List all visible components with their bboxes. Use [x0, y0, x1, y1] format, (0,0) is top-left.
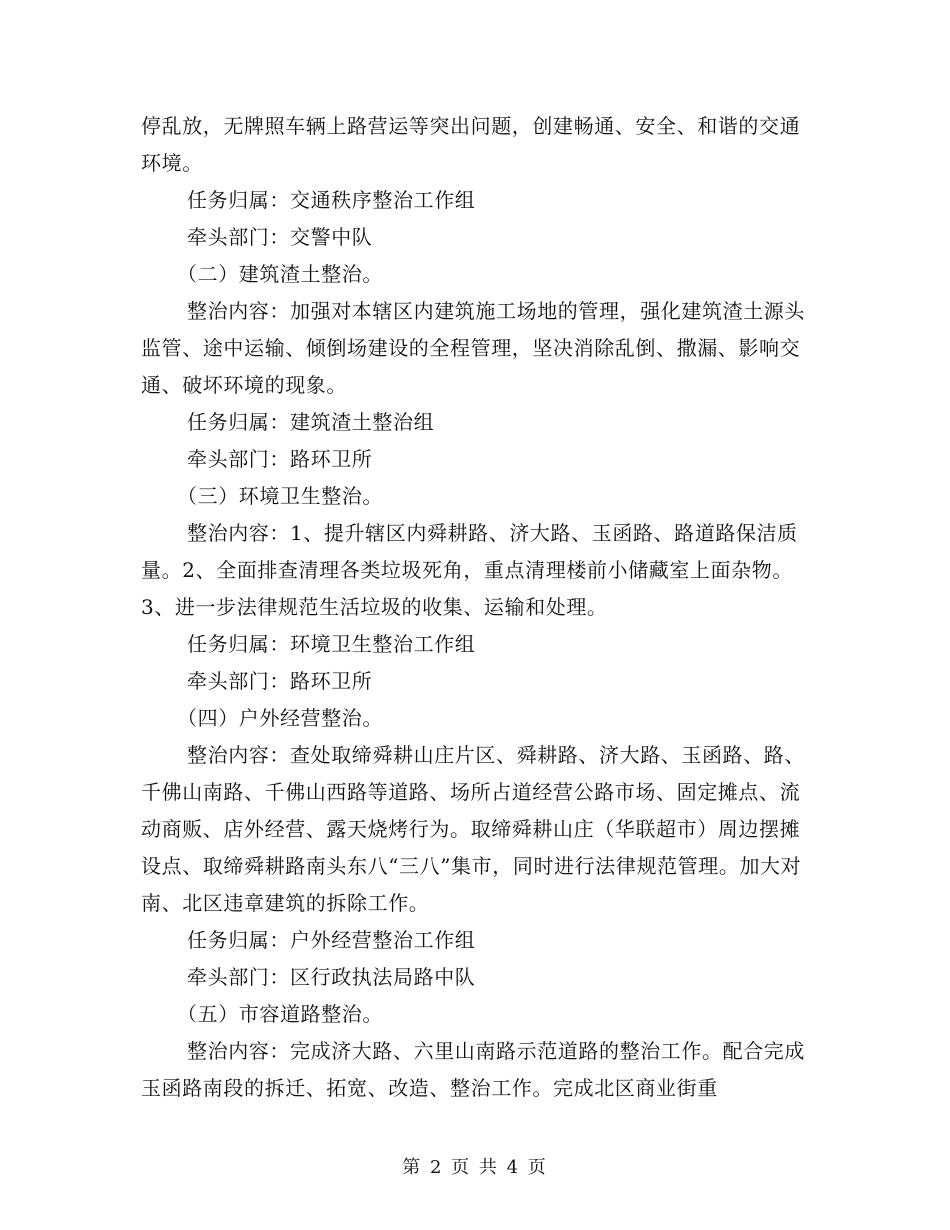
- page-number-footer: 第 2 页 共 4 页: [402, 1157, 548, 1178]
- lead-dept-2: 牵头部门：路环卫所: [187, 447, 373, 471]
- document-body: [141, 108, 806, 1107]
- section-content-4: 整治内容：查处取缔舜耕山庄片区、舜耕路、济大路、玉函路、路、千佛山南路、千佛山西路等道路、场所占道经营公路市场、固定摊点、流动商贩、店外经营、露天烧烤行为。取缔舜耕山庄（华联超市）周边摆摊设点、取缔舜耕路南头东八“三八”集市，同时进行法律规范管理。加大对南、北区违章建筑的拆除工作。: [141, 743, 805, 915]
- task-owner-traffic: 任务归属：交通秩序整治工作组: [187, 188, 476, 212]
- section-heading-2: （二）建筑渣土整治。: [177, 262, 383, 286]
- task-owner-3: 任务归属：环境卫生整治工作组: [187, 632, 476, 656]
- task-owner-4: 任务归属：户外经营整治工作组: [187, 928, 476, 952]
- lead-dept-4: 牵头部门：区行政执法局路中队: [187, 965, 476, 989]
- lead-dept-traffic: 牵头部门：交警中队: [187, 225, 373, 249]
- lead-dept-3: 牵头部门：路环卫所: [187, 669, 373, 693]
- task-owner-2: 任务归属：建筑渣土整治组: [187, 410, 435, 434]
- section-heading-4: （四）户外经营整治。: [177, 706, 383, 730]
- section-heading-3: （三）环境卫生整治。: [177, 484, 383, 508]
- section-content-5: 整治内容：完成济大路、六里山南路示范道路的整治工作。配合完成玉函路南段的拆迁、拓宽、改造、整治工作。完成北区商业街重: [141, 1039, 805, 1100]
- section-heading-5: （五）市容道路整治。: [177, 1002, 383, 1026]
- section-content-2: 整治内容：加强对本辖区内建筑施工场地的管理，强化建筑渣土源头监管、途中运输、倾倒场建设的全程管理，坚决消除乱倒、撒漏、影响交通、破坏环境的现象。: [141, 299, 805, 397]
- paragraph-continuation: 停乱放，无牌照车辆上路营运等突出问题，创建畅通、安全、和谐的交通环境。: [141, 114, 801, 175]
- section-content-3: 整治内容：1、提升辖区内舜耕路、济大路、玉函路、路道路保洁质量。2、全面排查清理各类垃圾死角，重点清理楼前小储藏室上面杂物。3、进一步法律规范生活垃圾的收集、运输和处理。: [141, 521, 798, 619]
